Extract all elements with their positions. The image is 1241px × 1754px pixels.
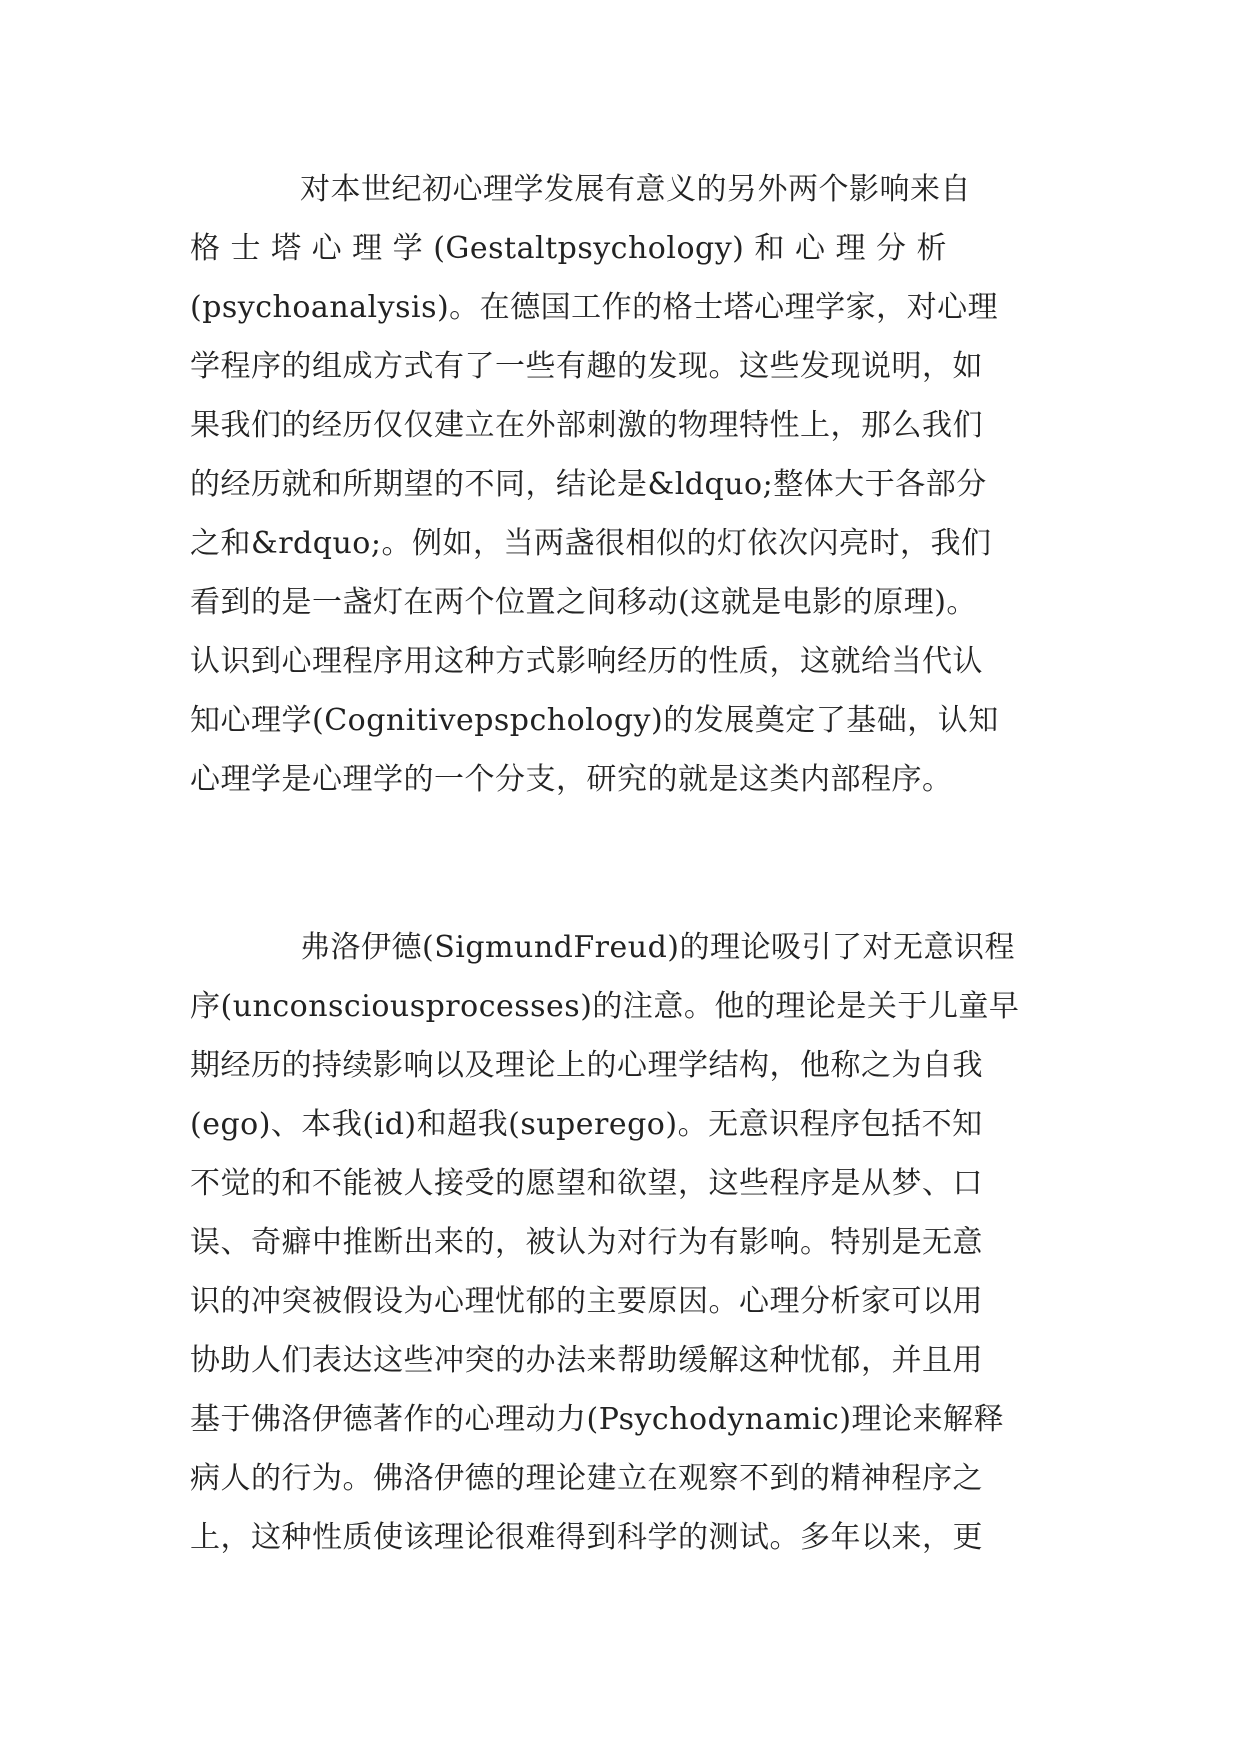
text-line: 对本世纪初心理学发展有意义的另外两个影响来自 [300, 172, 971, 207]
text-line: 知心理学(Cognitivepspchology)的发展奠定了基础，认知 [190, 703, 999, 738]
text-line: 上，这种性质使该理论很难得到科学的测试。多年以来，更 [190, 1520, 983, 1555]
text-line: 的经历就和所期望的不同，结论是&ldquo;整体大于各部分 [190, 467, 987, 502]
text-line: 弗洛伊德(SigmundFreud)的理论吸引了对无意识程 [300, 930, 1015, 965]
text-line: 认识到心理程序用这种方式影响经历的性质，这就给当代认 [190, 644, 983, 679]
text-line: 心理学是心理学的一个分支，研究的就是这类内部程序。 [190, 762, 953, 797]
text-line: 识的冲突被假设为心理忧郁的主要原因。心理分析家可以用 [190, 1284, 983, 1319]
text-line: 学程序的组成方式有了一些有趣的发现。这些发现说明，如 [190, 349, 983, 384]
text-line: 看到的是一盏灯在两个位置之间移动(这就是电影的原理)。 [190, 585, 977, 620]
text-line: 协助人们表达这些冲突的办法来帮助缓解这种忧郁，并且用 [190, 1343, 983, 1378]
text-line: 期经历的持续影响以及理论上的心理学结构，他称之为自我 [190, 1048, 983, 1083]
text-line: 基于佛洛伊德著作的心理动力(Psychodynamic)理论来解释 [190, 1402, 1005, 1437]
paragraph-gestalt-psychoanalysis [190, 160, 1050, 809]
text-line: (ego)、本我(id)和超我(superego)。无意识程序包括不知 [190, 1107, 983, 1142]
text-line: 序(unconsciousprocesses)的注意。他的理论是关于儿童早 [190, 989, 1020, 1024]
text-line: (psychoanalysis)。在德国工作的格士塔心理学家，对心理 [190, 290, 999, 325]
paragraph-freud-theory [190, 918, 1050, 1567]
text-line: 之和&rdquo;。例如，当两盏很相似的灯依次闪亮时，我们 [190, 526, 992, 561]
text-line: 病人的行为。佛洛伊德的理论建立在观察不到的精神程序之 [190, 1461, 983, 1496]
text-line: 果我们的经历仅仅建立在外部刺激的物理特性上，那么我们 [190, 408, 983, 443]
text-line: 格 士 塔 心 理 学 (Gestaltpsychology) 和 心 理 分 析 [190, 231, 948, 266]
text-line: 误、奇癖中推断出来的，被认为对行为有影响。特别是无意 [190, 1225, 983, 1260]
text-line: 不觉的和不能被人接受的愿望和欲望，这些程序是从梦、口 [190, 1166, 983, 1201]
